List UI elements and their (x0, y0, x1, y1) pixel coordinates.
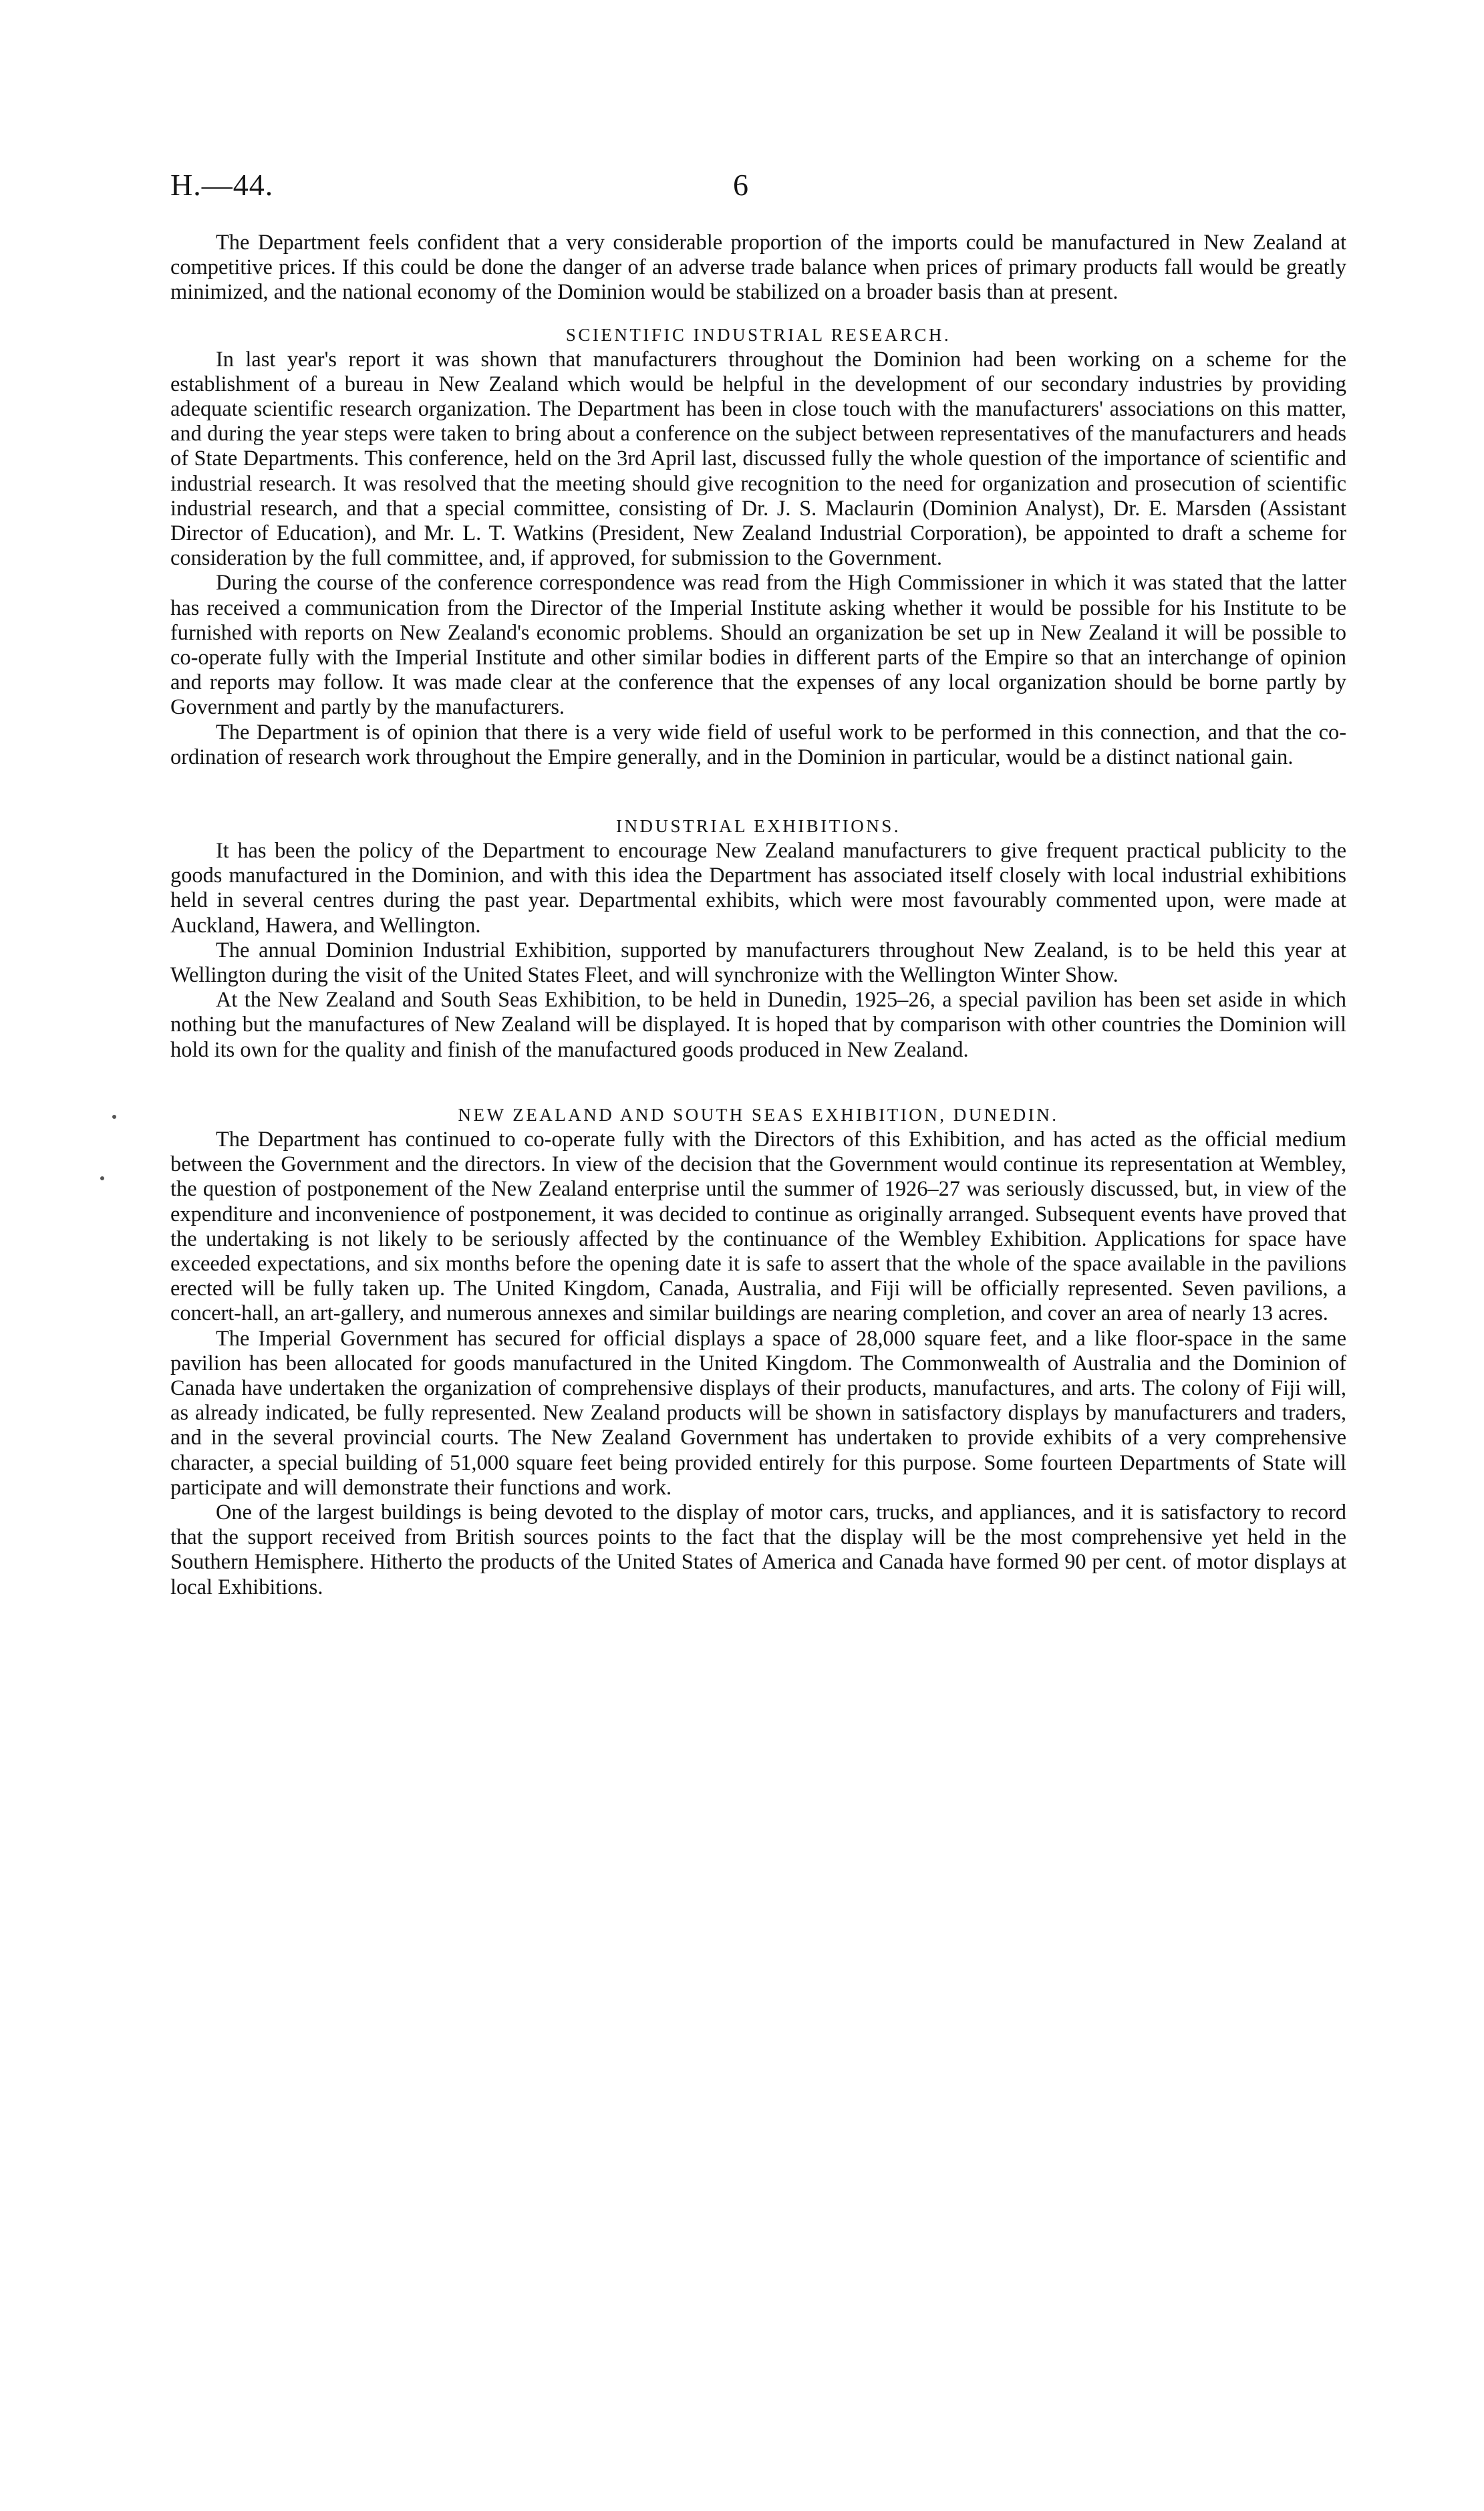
paragraph: One of the largest buildings is being devoted to the display of motor cars, trucks, and appliances, and it is satisfactory to record that the support received from British sources points to the fact that the display will be the most comprehensive yet held in the Southern Hemisphere. Hitherto the products of the United States of America and Canada have formed 90 per cent. of motor displays at local Exhibitions. (170, 1500, 1346, 1599)
paragraph: It has been the policy of the Department to encourage New Zealand manufacturers to give frequent practical publicity to the goods manufactured in the Dominion, and with this idea the Department has associated itself closely with local industrial exhibitions held in several centres during the past year. Departmental exhibits, which were most favourably commented upon, were made at Auckland, Hawera, and Wellington. (170, 839, 1346, 938)
paragraph: In last year's report it was shown that manufacturers throughout the Dominion had been working on a scheme for the establishment of a bureau in New Zealand which would be helpful in the development of our secondary industries by providing adequate scientific research organization. The Department has been in close touch with the manufacturers' associations on this matter, and during the year steps were taken to bring about a conference on the subject between representatives of the manufacturers and heads of State Departments. This conference, held on the 3rd April last, discussed fully the whole question of the importance of scientific and industrial research. It was resolved that the meeting should give recognition to the need for organization and prosecution of scientific industrial research, and that a special committee, consisting of Dr. J. S. Maclaurin (Dominion Analyst), Dr. E. Marsden (Assistant Director of Education), and Mr. L. T. Watkins (President, New Zealand Industrial Corporation), be appointed to draft a scheme for consideration by the full committee, and, if approved, for submission to the Government. (170, 347, 1346, 571)
page-number: 6 (733, 168, 748, 202)
paragraph: The annual Dominion Industrial Exhibition, supported by manufacturers throughout New Zealand, is to be held this year at Wellington during the visit of the United States Fleet, and will synchronize with the Wellington Winter Show. (170, 938, 1346, 988)
paragraph: The Department is of opinion that there is a very wide field of useful work to be performed in this connection, and that the co-ordination of research work throughout the Empire generally, and in the Dominion in particular, would be a distinct national gain. (170, 720, 1346, 769)
paragraph: The Imperial Government has secured for official displays a space of 28,000 square feet, and a like floor-space in the same pavilion has been allocated for goods manufactured in the United Kingdom. The Commonwealth of Australia and the Dominion of Canada have undertaken the organization of comprehensive displays of their products, manufactures, and arts. The colony of Fiji will, as already indicated, be fully represented. New Zealand products will be shown in satisfactory displays by manufacturers and traders, and in the several provincial courts. The New Zealand Government has undertaken to provide exhibits of a very comprehensive character, a special building of 51,000 square feet being provided entirely for this purpose. Some fourteen Departments of State will participate and will demonstrate their functions and work. (170, 1326, 1346, 1500)
section-heading-industrial-exhibitions: INDUSTRIAL EXHIBITIONS. (616, 816, 901, 837)
paragraph: At the New Zealand and South Seas Exhibition, to be held in Dunedin, 1925–26, a special pavilion has been set aside in which nothing but the manufactures of New Zealand will be displayed. It is hoped that by comparison with other countries the Dominion will hold its own for the quality and finish of the manufactured goods produced in New Zealand. (170, 988, 1346, 1062)
section-heading-dunedin-exhibition: NEW ZEALAND AND SOUTH SEAS EXHIBITION, DUNEDIN. (458, 1104, 1059, 1125)
paragraph: The Department has continued to co-operate fully with the Directors of this Exhibition, and has acted as the official medium between the Government and the directors. In view of the decision that the Government would continue its representation at Wembley, the question of postponement of the New Zealand enterprise until the summer of 1926–27 was seriously discussed, but, in view of the expenditure and inconvenience of postponement, it was decided to continue as originally arranged. Subsequent events have proved that the undertaking is not likely to be seriously affected by the continuance of the Wembley Exhibition. Applications for space have exceeded expectations, and six months before the opening date it is safe to assert that the whole of the space available in the pavilions erected will be fully taken up. The United Kingdom, Canada, Australia, and Fiji will be officially represented. Seven pavilions, a concert-hall, an art-gallery, and numerous annexes and similar buildings are nearing completion, and cover an area of nearly 13 acres. (170, 1127, 1346, 1326)
page-header (170, 167, 1366, 214)
scan-speck (112, 1115, 116, 1119)
scan-speck (100, 1176, 104, 1180)
document-reference: H.—44. (170, 168, 274, 202)
paragraph: During the course of the conference correspondence was read from the High Commissioner in which it was stated that the latter has received a communication from the Director of the Imperial Institute asking whether it would be possible for his Institute to be furnished with reports on New Zealand's economic problems. Should an organization be set up in New Zealand it will be possible to co-operate fully with the Imperial Institute and other similar bodies in different parts of the Empire so that an interchange of opinion and reports may follow. It was made clear at the conference that the expenses of any local organization should be borne partly by Government and partly by the manufacturers. (170, 571, 1346, 720)
section-heading-scientific-research: SCIENTIFIC INDUSTRIAL RESEARCH. (565, 324, 951, 345)
document-body (170, 231, 1346, 1600)
intro-paragraph: The Department feels confident that a very considerable proportion of the imports could be manufactured in New Zealand at competitive prices. If this could be done the danger of an adverse trade balance when prices of primary products fall would be greatly minimized, and the national economy of the Dominion would be stabilized on a broader basis than at present. (170, 231, 1346, 305)
